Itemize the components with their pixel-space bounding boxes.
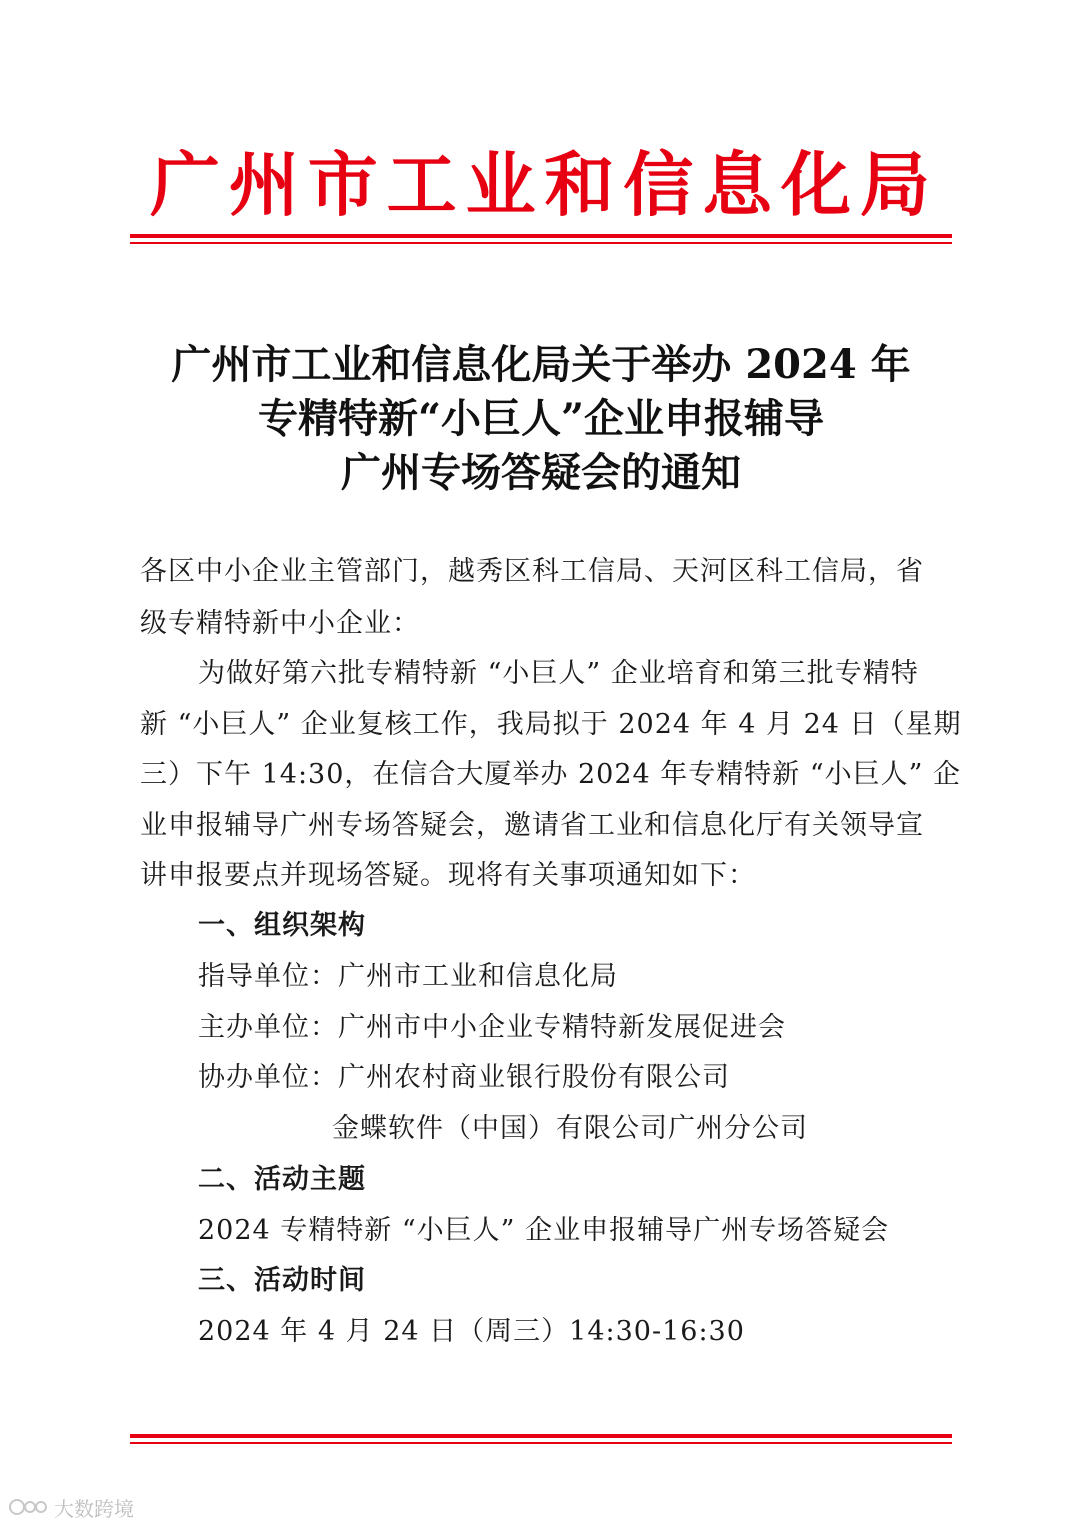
document-title <box>130 338 952 500</box>
letterhead-char: 州 <box>228 144 299 226</box>
letterhead-org-name <box>150 140 930 230</box>
activity-theme: 2024 专精特新 “小巨人” 企业申报辅导广州专场答疑会 <box>198 1215 890 1246</box>
header-red-rule-thin <box>130 242 952 244</box>
title-line-1: 广州市工业和信息化局关于举办 2024 年 <box>171 341 911 388</box>
letterhead-char: 工 <box>386 144 457 226</box>
footer-red-rule-thin <box>130 1442 952 1444</box>
header-red-rule-thick <box>130 234 952 238</box>
letterhead-char: 局 <box>859 144 930 226</box>
co-unit-2: 金蝶软件（中国）有限公司广州分公司 <box>332 1113 808 1144</box>
co-unit-1: 协办单位：广州农村商业银行股份有限公司 <box>198 1062 730 1093</box>
letterhead-char: 市 <box>307 144 378 226</box>
footer-red-rule-thick <box>130 1434 952 1438</box>
host-unit: 主办单位：广州市中小企业专精特新发展促进会 <box>198 1012 786 1043</box>
para1-line-1: 为做好第六批专精特新 “小巨人” 企业培育和第三批专精特 <box>198 658 919 689</box>
letterhead-char: 化 <box>781 144 851 226</box>
section-1-heading: 一、组织架构 <box>198 910 366 941</box>
para1-line-3: 三）下午 14:30，在信合大厦举办 2024 年专精特新 “小巨人” 企 <box>140 759 962 790</box>
watermark-logo-icon <box>8 1496 48 1518</box>
letterhead-char: 和 <box>544 144 615 226</box>
letterhead-char: 业 <box>465 144 536 226</box>
letterhead-char: 息 <box>702 144 773 226</box>
section-3-heading: 三、活动时间 <box>198 1265 366 1296</box>
para1-line-2: 新 “小巨人” 企业复核工作，我局拟于 2024 年 4 月 24 日（星期 <box>140 709 962 740</box>
addressee-line-1: 各区中小企业主管部门，越秀区科工信局、天河区科工信局，省 <box>140 556 924 587</box>
activity-time: 2024 年 4 月 24 日（周三）14:30-16:30 <box>198 1316 745 1347</box>
watermark <box>8 1492 134 1522</box>
guide-unit: 指导单位：广州市工业和信息化局 <box>198 961 618 992</box>
letterhead-char: 信 <box>623 144 694 226</box>
addressee-line-2: 级专精特新中小企业： <box>140 608 420 639</box>
section-2-heading: 二、活动主题 <box>198 1164 366 1195</box>
para1-line-5: 讲申报要点并现场答疑。现将有关事项通知如下： <box>140 860 756 891</box>
title-line-3: 广州专场答疑会的通知 <box>341 449 741 496</box>
watermark-text: 大数跨境 <box>54 1496 134 1521</box>
para1-line-4: 业申报辅导广州专场答疑会，邀请省工业和信息化厅有关领导宣 <box>140 810 924 841</box>
letterhead-char: 广 <box>150 144 220 226</box>
title-line-2: 专精特新“小巨人”企业申报辅导 <box>257 395 824 442</box>
